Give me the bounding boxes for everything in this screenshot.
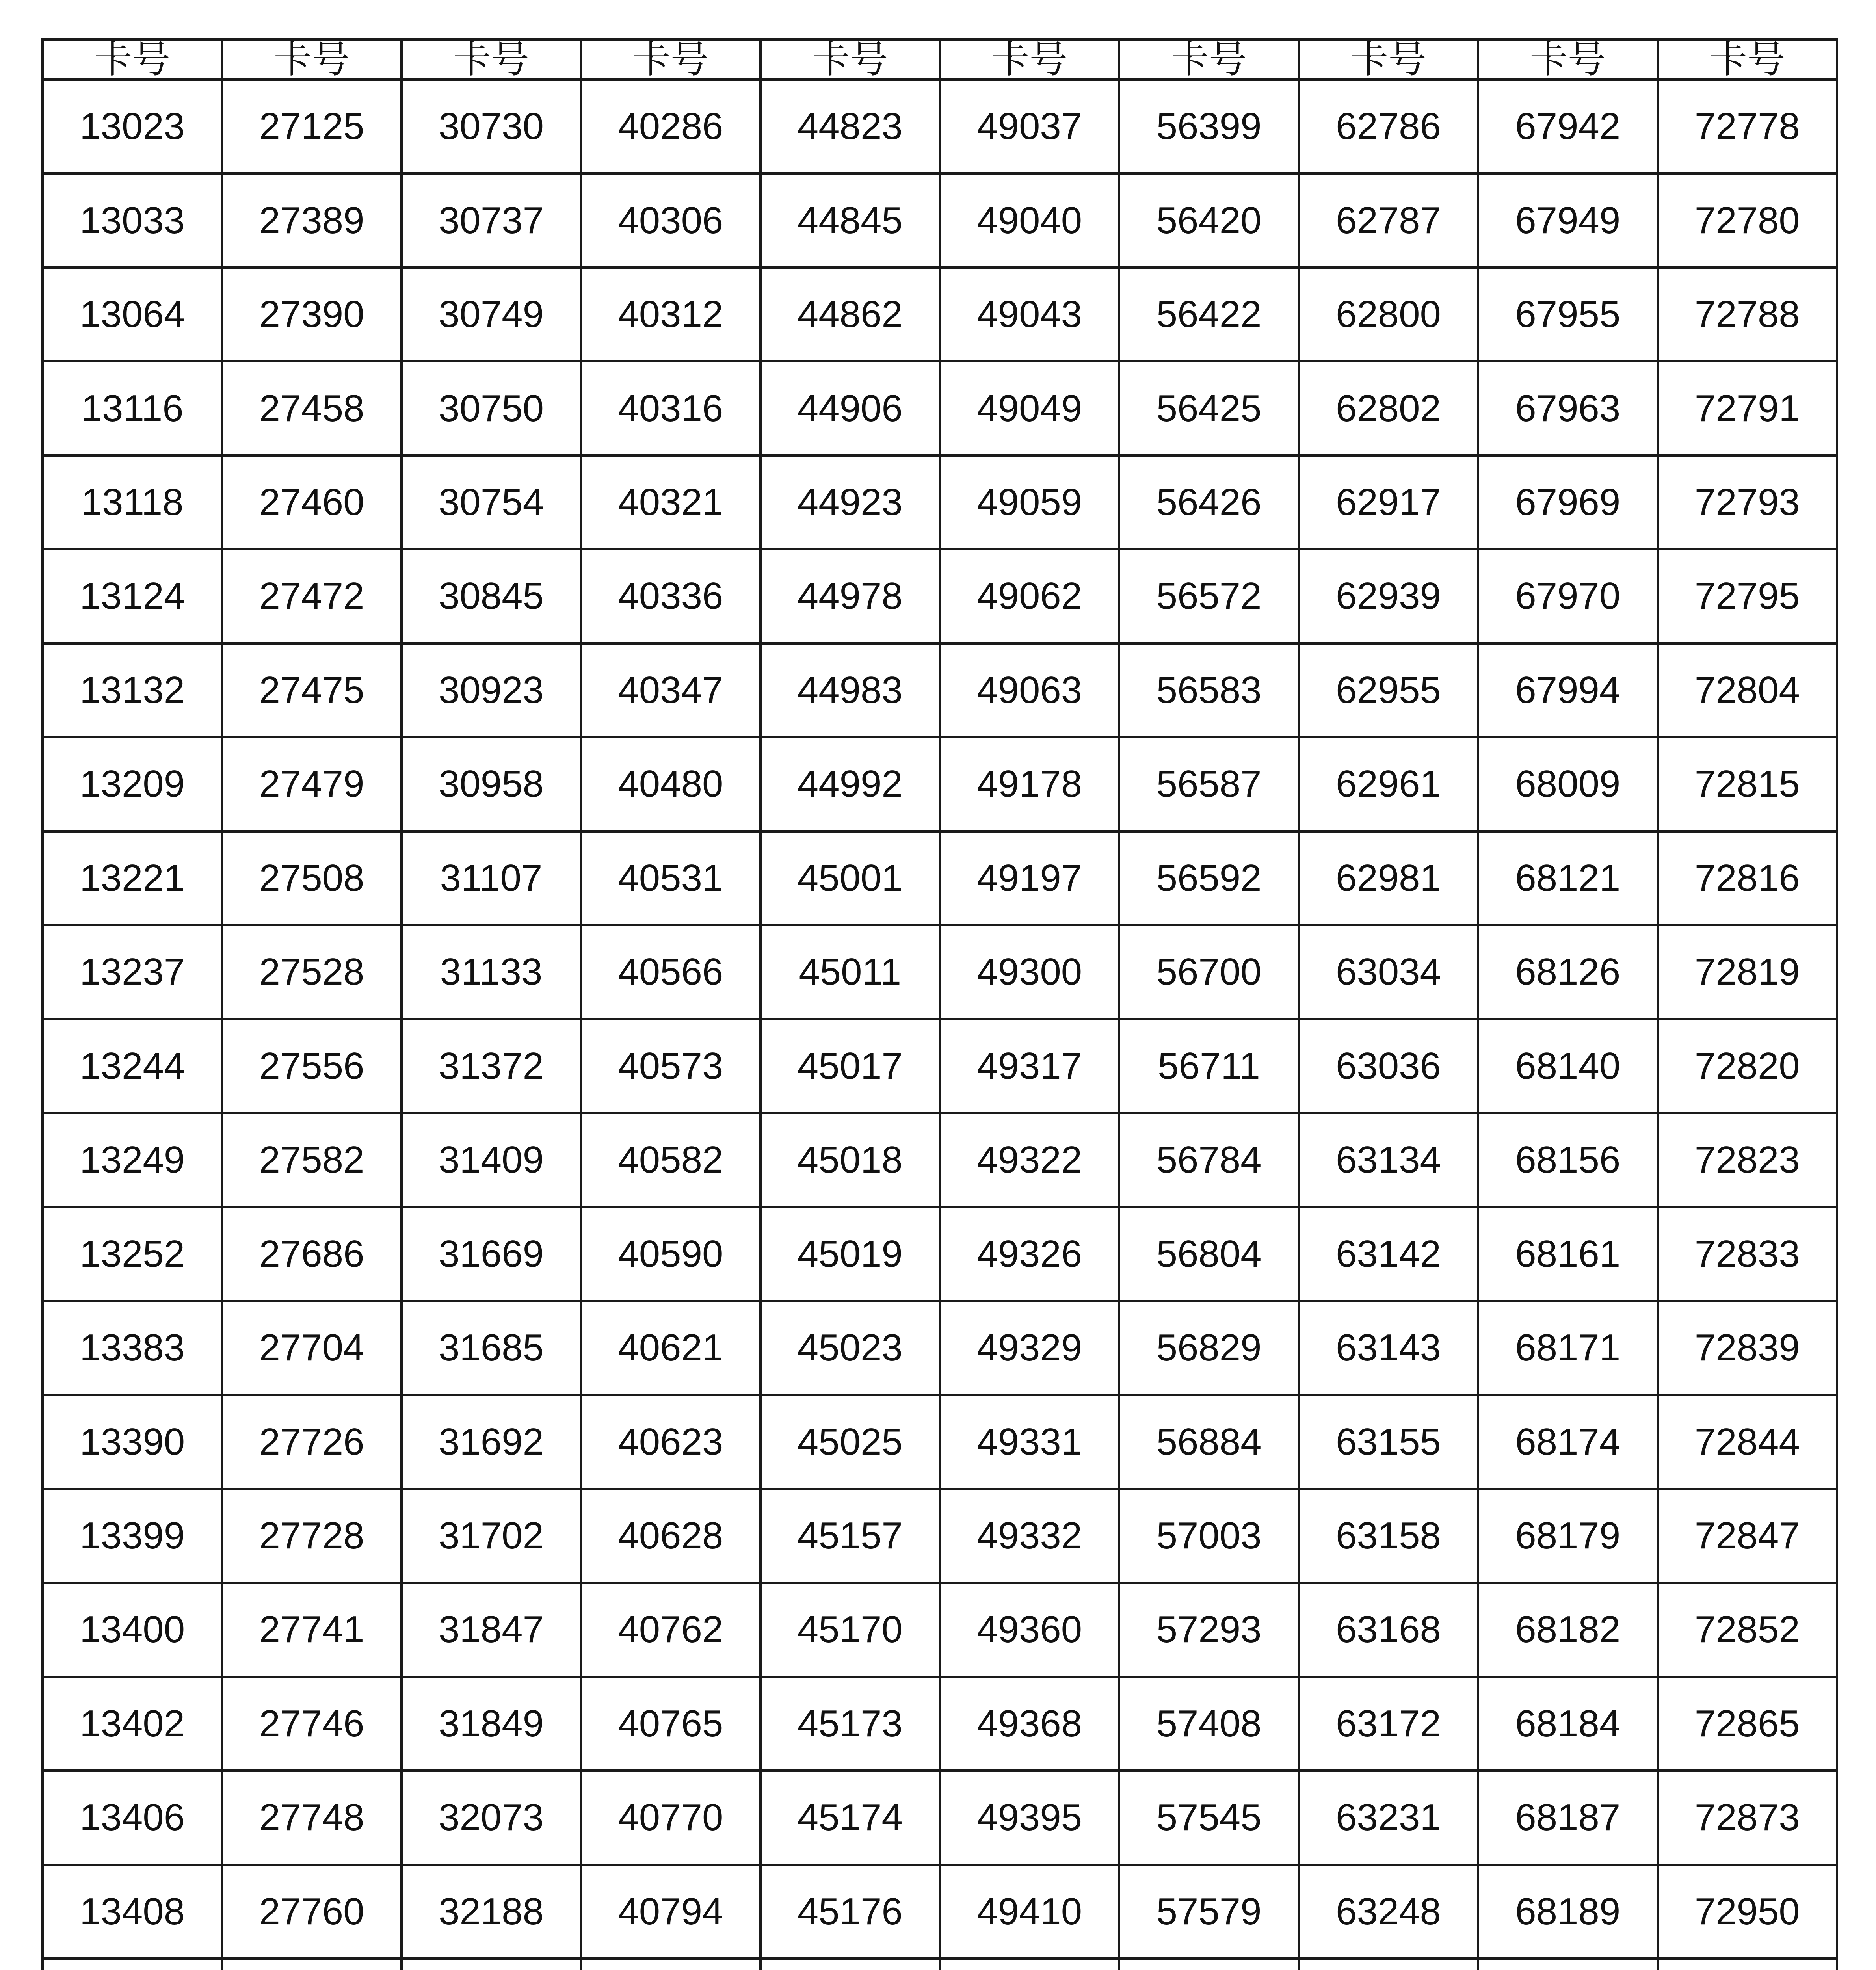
column-header-card-number: 卡号 (402, 39, 581, 80)
card-number-cell: 49360 (940, 1583, 1119, 1676)
card-number-cell: 68161 (1478, 1207, 1657, 1301)
card-number-cell: 40286 (581, 80, 760, 173)
card-number-cell: 13249 (43, 1113, 222, 1207)
card-number-cell: 56399 (1119, 80, 1298, 173)
card-number-cell: 56583 (1119, 643, 1298, 737)
card-number-cell: 49063 (940, 643, 1119, 737)
card-number-cell: 49329 (940, 1301, 1119, 1395)
card-number-cell: 57293 (1119, 1583, 1298, 1676)
card-number-cell (581, 1959, 760, 1970)
card-number-cell: 13118 (43, 455, 222, 549)
card-number-cell: 27508 (222, 831, 401, 925)
column-header-card-number: 卡号 (222, 39, 401, 80)
card-number-cell: 49326 (940, 1207, 1119, 1301)
card-number-cell (760, 1959, 940, 1970)
card-number-cell: 31107 (402, 831, 581, 925)
card-number-cell: 44845 (760, 173, 940, 267)
card-number-cell: 68189 (1478, 1865, 1657, 1959)
card-number-cell: 49395 (940, 1771, 1119, 1864)
card-number-cell: 31685 (402, 1301, 581, 1395)
card-number-cell: 63248 (1299, 1865, 1478, 1959)
table-row (43, 1865, 1837, 1959)
header-row (43, 39, 1837, 80)
table-row (43, 831, 1837, 925)
table-row (43, 1959, 1837, 1970)
card-number-cell: 13064 (43, 268, 222, 361)
card-number-cell: 27748 (222, 1771, 401, 1864)
card-number-cell: 27472 (222, 549, 401, 643)
card-number-cell: 63158 (1299, 1489, 1478, 1583)
card-number-cell: 27389 (222, 173, 401, 267)
column-header-card-number: 卡号 (43, 39, 222, 80)
card-number-cell: 45176 (760, 1865, 940, 1959)
table-row (43, 1771, 1837, 1864)
card-number-cell: 13033 (43, 173, 222, 267)
table-row (43, 1489, 1837, 1583)
card-number-cell: 72795 (1658, 549, 1837, 643)
card-number-cell: 62939 (1299, 549, 1478, 643)
card-number-cell: 13400 (43, 1583, 222, 1676)
card-number-cell: 63231 (1299, 1771, 1478, 1864)
card-number-cell: 13221 (43, 831, 222, 925)
card-number-cell (222, 1959, 401, 1970)
card-number-cell: 40628 (581, 1489, 760, 1583)
card-number-cell: 13406 (43, 1771, 222, 1864)
card-number-cell: 56425 (1119, 361, 1298, 455)
card-number-cell: 13132 (43, 643, 222, 737)
table-row (43, 455, 1837, 549)
card-number-cell: 67949 (1478, 173, 1657, 267)
card-number-cell: 56784 (1119, 1113, 1298, 1207)
table-row (43, 268, 1837, 361)
card-number-cell: 27528 (222, 925, 401, 1019)
card-number-cell: 40336 (581, 549, 760, 643)
card-number-cell: 27726 (222, 1395, 401, 1489)
column-header-card-number: 卡号 (940, 39, 1119, 80)
card-number-cell: 40794 (581, 1865, 760, 1959)
card-number-cell: 72793 (1658, 455, 1837, 549)
card-number-cell: 45025 (760, 1395, 940, 1489)
card-number-cell: 49040 (940, 173, 1119, 267)
card-number-cell: 40582 (581, 1113, 760, 1207)
card-number-cell: 72847 (1658, 1489, 1837, 1583)
card-number-cell: 62800 (1299, 268, 1478, 361)
card-number-cell: 30737 (402, 173, 581, 267)
card-number-cell: 72873 (1658, 1771, 1837, 1864)
card-number-cell: 27390 (222, 268, 401, 361)
card-number-cell: 72791 (1658, 361, 1837, 455)
card-number-cell: 13390 (43, 1395, 222, 1489)
card-number-cell: 72778 (1658, 80, 1837, 173)
card-number-cell: 72816 (1658, 831, 1837, 925)
card-number-cell: 32188 (402, 1865, 581, 1959)
column-header-card-number: 卡号 (760, 39, 940, 80)
card-number-cell: 56572 (1119, 549, 1298, 643)
card-number-cell: 68121 (1478, 831, 1657, 925)
card-number-cell: 13023 (43, 80, 222, 173)
card-number-cell: 57579 (1119, 1865, 1298, 1959)
card-number-cell: 40312 (581, 268, 760, 361)
card-number-cell: 67942 (1478, 80, 1657, 173)
table-header (43, 39, 1837, 80)
card-number-cell: 44906 (760, 361, 940, 455)
column-header-card-number: 卡号 (581, 39, 760, 80)
card-number-cell: 49049 (940, 361, 1119, 455)
table-row (43, 1301, 1837, 1395)
card-number-cell: 31702 (402, 1489, 581, 1583)
card-number-cell: 31372 (402, 1019, 581, 1113)
card-number-cell: 49178 (940, 737, 1119, 831)
table-row (43, 1583, 1837, 1676)
card-number-cell: 63142 (1299, 1207, 1478, 1301)
card-number-cell: 68179 (1478, 1489, 1657, 1583)
card-number-cell: 13383 (43, 1301, 222, 1395)
card-number-cell: 45011 (760, 925, 940, 1019)
card-number-cell: 67955 (1478, 268, 1657, 361)
card-number-cell: 30958 (402, 737, 581, 831)
card-number-cell: 27686 (222, 1207, 401, 1301)
card-number-cell: 72833 (1658, 1207, 1837, 1301)
card-number-cell: 40321 (581, 455, 760, 549)
card-number-cell (1119, 1959, 1298, 1970)
table-row (43, 737, 1837, 831)
table-row (43, 643, 1837, 737)
table-row (43, 925, 1837, 1019)
card-number-cell: 40621 (581, 1301, 760, 1395)
card-number-cell: 40347 (581, 643, 760, 737)
card-number-cell: 63168 (1299, 1583, 1478, 1676)
card-number-cell: 44992 (760, 737, 940, 831)
card-number-cell: 63134 (1299, 1113, 1478, 1207)
card-number-cell: 68187 (1478, 1771, 1657, 1864)
card-number-cell: 49368 (940, 1677, 1119, 1771)
card-number-cell: 67963 (1478, 361, 1657, 455)
column-header-card-number: 卡号 (1299, 39, 1478, 80)
card-number-cell: 68182 (1478, 1583, 1657, 1676)
card-number-cell: 49410 (940, 1865, 1119, 1959)
card-number-cell: 45157 (760, 1489, 940, 1583)
card-number-cell: 27125 (222, 80, 401, 173)
card-number-cell: 13252 (43, 1207, 222, 1301)
card-number-cell: 57408 (1119, 1677, 1298, 1771)
card-number-cell: 13237 (43, 925, 222, 1019)
card-number-cell: 40531 (581, 831, 760, 925)
card-number-cell: 56804 (1119, 1207, 1298, 1301)
card-number-cell: 72823 (1658, 1113, 1837, 1207)
card-number-cell: 68126 (1478, 925, 1657, 1019)
card-number-cell: 27760 (222, 1865, 401, 1959)
card-number-cell: 56587 (1119, 737, 1298, 831)
card-number-cell: 40316 (581, 361, 760, 455)
card-number-cell: 44862 (760, 268, 940, 361)
card-number-cell: 49331 (940, 1395, 1119, 1489)
card-number-cell: 67994 (1478, 643, 1657, 737)
card-number-cell: 67969 (1478, 455, 1657, 549)
table-row (43, 1677, 1837, 1771)
card-number-cell: 56426 (1119, 455, 1298, 549)
card-number-cell (402, 1959, 581, 1970)
card-number-cell: 13408 (43, 1865, 222, 1959)
card-number-cell: 62787 (1299, 173, 1478, 267)
card-number-cell: 13116 (43, 361, 222, 455)
card-number-cell: 31133 (402, 925, 581, 1019)
card-number-cell (1299, 1959, 1478, 1970)
card-number-cell: 72819 (1658, 925, 1837, 1019)
card-number-cell: 49300 (940, 925, 1119, 1019)
card-number-cell: 72780 (1658, 173, 1837, 267)
card-number-cell: 49332 (940, 1489, 1119, 1583)
card-number-cell: 30749 (402, 268, 581, 361)
card-number-cell: 32073 (402, 1771, 581, 1864)
card-number-cell: 72788 (1658, 268, 1837, 361)
card-number-table (41, 38, 1838, 1970)
card-number-cell: 45001 (760, 831, 940, 925)
card-number-cell: 68009 (1478, 737, 1657, 831)
card-number-cell: 31847 (402, 1583, 581, 1676)
card-number-cell: 63172 (1299, 1677, 1478, 1771)
card-number-cell: 62917 (1299, 455, 1478, 549)
card-number-cell: 63036 (1299, 1019, 1478, 1113)
card-number-cell: 56884 (1119, 1395, 1298, 1489)
card-number-cell: 44923 (760, 455, 940, 549)
card-number-cell: 27460 (222, 455, 401, 549)
card-number-cell: 40765 (581, 1677, 760, 1771)
card-number-cell: 49062 (940, 549, 1119, 643)
card-number-cell: 40306 (581, 173, 760, 267)
table-row (43, 80, 1837, 173)
card-number-cell: 13399 (43, 1489, 222, 1583)
card-number-cell: 44983 (760, 643, 940, 737)
card-number-cell: 68140 (1478, 1019, 1657, 1113)
card-number-cell: 56422 (1119, 268, 1298, 361)
card-number-cell: 63143 (1299, 1301, 1478, 1395)
table-row (43, 1019, 1837, 1113)
card-number-cell: 27741 (222, 1583, 401, 1676)
card-number-cell: 13209 (43, 737, 222, 831)
card-number-cell: 45019 (760, 1207, 940, 1301)
card-number-cell: 40566 (581, 925, 760, 1019)
card-number-cell: 30754 (402, 455, 581, 549)
card-number-cell: 72815 (1658, 737, 1837, 831)
card-number-cell: 72804 (1658, 643, 1837, 737)
card-number-cell: 27728 (222, 1489, 401, 1583)
table-body (43, 80, 1837, 1970)
table-row (43, 1395, 1837, 1489)
card-number-cell: 72839 (1658, 1301, 1837, 1395)
card-number-cell: 68174 (1478, 1395, 1657, 1489)
table-row (43, 549, 1837, 643)
card-number-cell: 56700 (1119, 925, 1298, 1019)
card-number-cell: 40480 (581, 737, 760, 831)
card-number-cell: 49197 (940, 831, 1119, 925)
card-number-cell: 27458 (222, 361, 401, 455)
card-number-cell: 56711 (1119, 1019, 1298, 1113)
card-number-cell: 49043 (940, 268, 1119, 361)
card-number-cell: 40573 (581, 1019, 760, 1113)
card-number-cell: 27582 (222, 1113, 401, 1207)
card-number-cell: 30845 (402, 549, 581, 643)
card-number-cell: 27556 (222, 1019, 401, 1113)
card-number-cell: 40762 (581, 1583, 760, 1676)
card-number-cell: 72820 (1658, 1019, 1837, 1113)
card-number-cell: 31849 (402, 1677, 581, 1771)
card-number-cell: 45017 (760, 1019, 940, 1113)
table-row (43, 1207, 1837, 1301)
column-header-card-number: 卡号 (1478, 39, 1657, 80)
card-number-cell: 67970 (1478, 549, 1657, 643)
card-number-cell: 40590 (581, 1207, 760, 1301)
card-number-cell: 13244 (43, 1019, 222, 1113)
card-number-cell: 63155 (1299, 1395, 1478, 1489)
table-row (43, 173, 1837, 267)
card-number-cell: 27746 (222, 1677, 401, 1771)
card-number-cell: 49322 (940, 1113, 1119, 1207)
card-number-cell: 13124 (43, 549, 222, 643)
card-number-cell: 62981 (1299, 831, 1478, 925)
card-number-cell (1658, 1959, 1837, 1970)
card-number-cell: 56592 (1119, 831, 1298, 925)
card-number-cell: 62955 (1299, 643, 1478, 737)
card-number-cell: 45174 (760, 1771, 940, 1864)
card-number-cell: 44823 (760, 80, 940, 173)
card-number-cell: 30730 (402, 80, 581, 173)
card-number-cell: 68156 (1478, 1113, 1657, 1207)
card-number-cell (1478, 1959, 1657, 1970)
card-number-cell: 40623 (581, 1395, 760, 1489)
card-number-cell: 62961 (1299, 737, 1478, 831)
card-number-cell (43, 1959, 222, 1970)
card-number-cell: 62802 (1299, 361, 1478, 455)
card-number-cell: 49059 (940, 455, 1119, 549)
card-number-cell: 27704 (222, 1301, 401, 1395)
card-number-cell: 30923 (402, 643, 581, 737)
card-number-cell: 31409 (402, 1113, 581, 1207)
card-number-cell: 45018 (760, 1113, 940, 1207)
card-number-cell: 62786 (1299, 80, 1478, 173)
card-number-cell (940, 1959, 1119, 1970)
card-number-cell: 27479 (222, 737, 401, 831)
card-number-cell: 68184 (1478, 1677, 1657, 1771)
card-number-cell: 56420 (1119, 173, 1298, 267)
column-header-card-number: 卡号 (1119, 39, 1298, 80)
card-number-cell: 31692 (402, 1395, 581, 1489)
table-row (43, 361, 1837, 455)
card-number-cell: 72844 (1658, 1395, 1837, 1489)
card-number-cell: 57003 (1119, 1489, 1298, 1583)
card-number-cell: 45173 (760, 1677, 940, 1771)
card-number-cell: 72852 (1658, 1583, 1837, 1676)
card-number-cell: 68171 (1478, 1301, 1657, 1395)
card-number-cell: 27475 (222, 643, 401, 737)
column-header-card-number: 卡号 (1658, 39, 1837, 80)
card-number-cell: 31669 (402, 1207, 581, 1301)
card-number-cell: 49317 (940, 1019, 1119, 1113)
card-number-cell: 44978 (760, 549, 940, 643)
card-number-cell: 72865 (1658, 1677, 1837, 1771)
card-number-cell: 30750 (402, 361, 581, 455)
card-number-cell: 72950 (1658, 1865, 1837, 1959)
card-number-cell: 57545 (1119, 1771, 1298, 1864)
card-number-cell: 63034 (1299, 925, 1478, 1019)
card-number-cell: 13402 (43, 1677, 222, 1771)
card-number-cell: 45170 (760, 1583, 940, 1676)
card-number-cell: 49037 (940, 80, 1119, 173)
card-number-cell: 40770 (581, 1771, 760, 1864)
table-row (43, 1113, 1837, 1207)
card-number-cell: 56829 (1119, 1301, 1298, 1395)
card-number-cell: 45023 (760, 1301, 940, 1395)
